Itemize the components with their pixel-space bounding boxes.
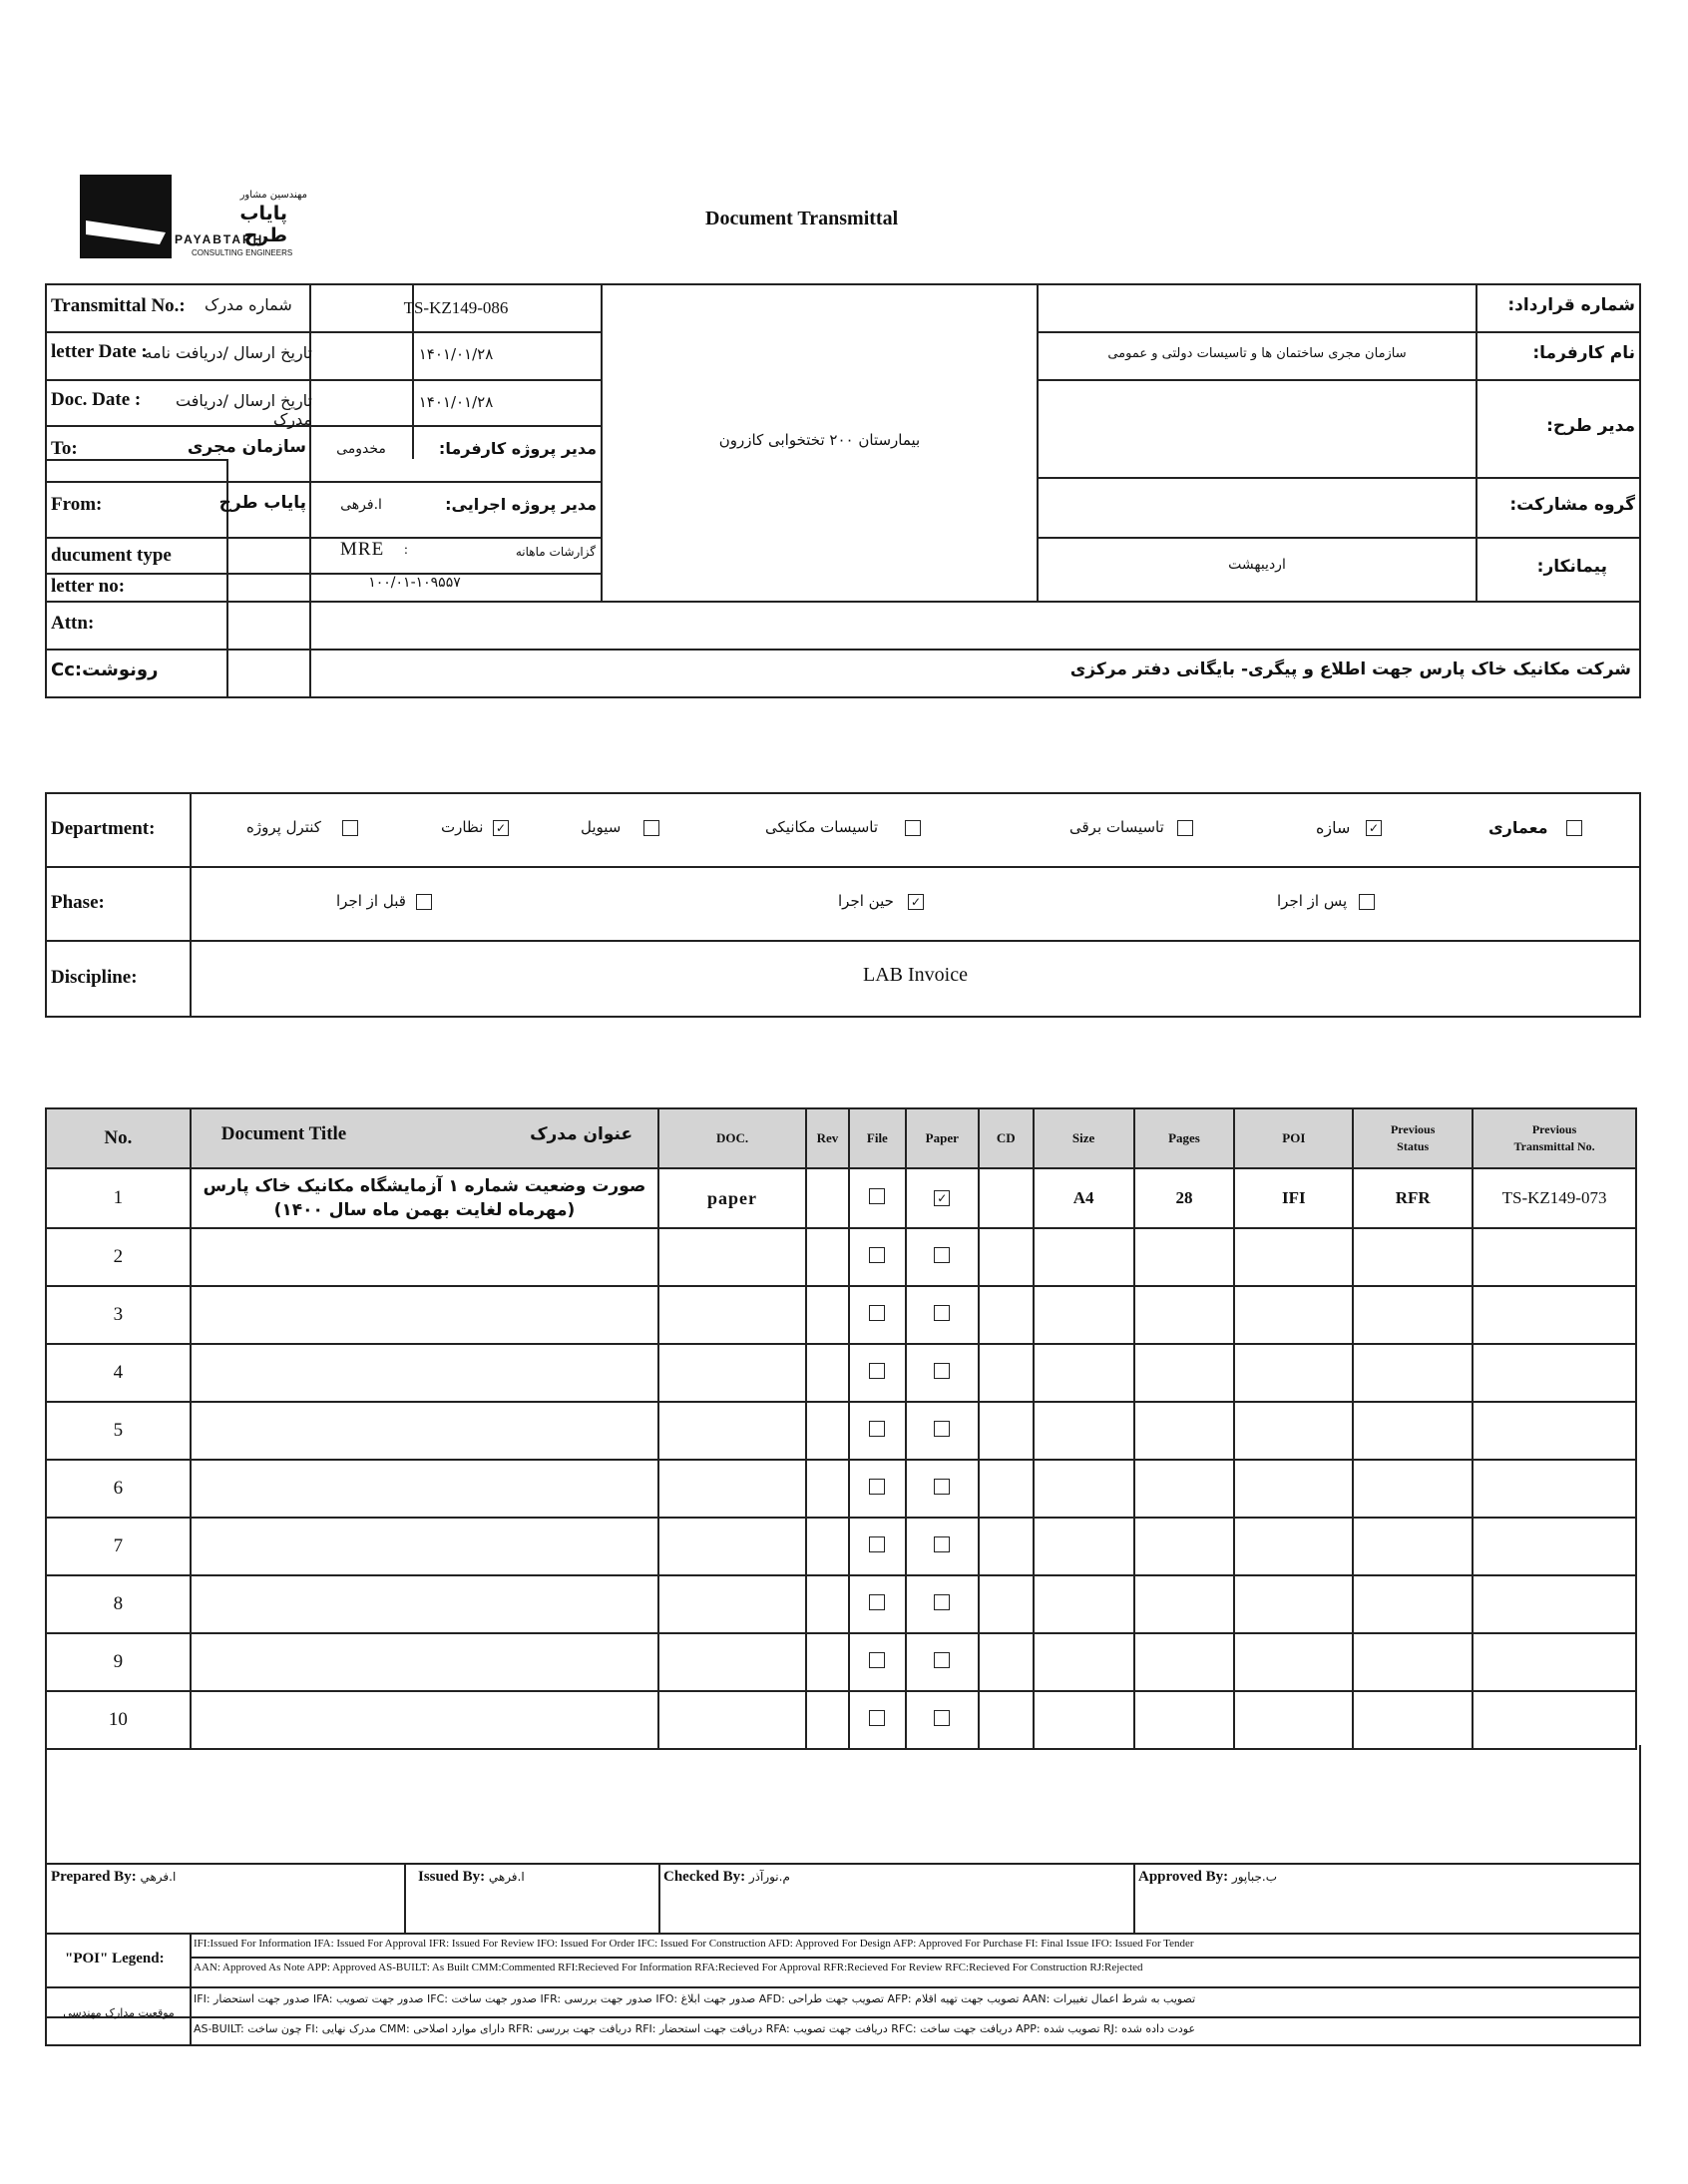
cell-cd — [979, 1460, 1034, 1518]
table-row — [46, 1575, 1636, 1633]
checked-by-value: م.نورآذر — [748, 1870, 790, 1884]
cell-title — [191, 1460, 658, 1518]
cell-no-text: 2 — [113, 1246, 124, 1267]
col-header-title-en: Document Title — [220, 1123, 347, 1144]
contract-no-label: شماره قرارداد: — [1507, 295, 1635, 315]
phase-checkbox-post-execution[interactable] — [1359, 894, 1375, 910]
col-header-title — [191, 1108, 658, 1168]
cell-pages — [1134, 1344, 1235, 1402]
table-row — [46, 1402, 1636, 1460]
partnership-label: گروه مشارکت: — [1509, 495, 1635, 515]
cell-poi — [1234, 1228, 1353, 1286]
cell-pages — [1134, 1691, 1235, 1749]
cell-doc — [658, 1286, 806, 1344]
cell-size — [1034, 1168, 1134, 1228]
cell-doc — [658, 1633, 806, 1691]
letter-no-label: letter no: — [51, 576, 126, 597]
cell-cd — [979, 1575, 1034, 1633]
cell-rev — [806, 1575, 849, 1633]
table-row — [46, 1518, 1636, 1575]
to-role: مدیر پروژه کارفرما: — [438, 439, 597, 458]
dept-item-civil[interactable] — [581, 818, 700, 842]
col-header-rev-text: Rev — [816, 1130, 839, 1145]
col-header-title-fa: عنوان مدرک — [530, 1124, 633, 1144]
dept-checkbox-structure[interactable]: ✓ — [1366, 820, 1382, 836]
cell-size-text: A4 — [1072, 1188, 1094, 1207]
doc-title-line-2: (مهرماه لغایت بهمن ماه سال ۱۴۰۰) — [273, 1200, 576, 1220]
dept-label-architecture: معماری — [1488, 818, 1548, 837]
phase-label: Phase: — [51, 892, 105, 913]
cell-file[interactable] — [849, 1168, 906, 1228]
cell-prev-status — [1353, 1228, 1473, 1286]
doc-date-value: ۱۴۰۱/۰۱/۲۸ — [418, 393, 494, 411]
cell-paper[interactable] — [906, 1228, 979, 1286]
company-logo — [80, 175, 307, 264]
file-checkbox[interactable] — [869, 1421, 885, 1437]
dept-label-electrical: تاسیسات برقی — [1069, 818, 1164, 836]
cell-doc — [658, 1168, 806, 1228]
cell-rev — [806, 1228, 849, 1286]
doc-type-value: گزارشات ماهانه — [515, 545, 596, 559]
from-label: From: — [51, 494, 103, 515]
cell-prev-transmittal — [1473, 1344, 1636, 1402]
cell-no-text: 1 — [113, 1187, 124, 1208]
phase-checkbox-during-execution[interactable]: ✓ — [908, 894, 924, 910]
phase-item-pre-execution[interactable] — [336, 892, 506, 916]
cell-paper[interactable] — [906, 1344, 979, 1402]
project-name: بیمارستان ۲۰۰ تختخوابی کازرون — [718, 431, 921, 449]
col-header-prev-status — [1353, 1108, 1473, 1168]
cell-no — [46, 1286, 191, 1344]
legend-line-2: AAN: Approved As Note APP: Approved AS-BUILT: As Built CMM:Commented RFI:Recieved For Information RFA:Recieved For Approval RFR:Recieved For Review RFC:Recieved For Construction RJ:Rejected — [194, 1962, 1143, 1973]
legend-line-1: IFI:Issued For Information IFA: Issued For Approval IFR: Issued For Review IFO: Issued For Order IFC: Issued For Construction AFD: Approved For Design AFP: Approved For Purchase FI: Final Issue IFO: Issued For Tender — [194, 1938, 1194, 1950]
cell-pages — [1134, 1633, 1235, 1691]
status-legend-label: موقعیت مدارک مهندسی — [63, 2006, 175, 2019]
table-row — [46, 1286, 1636, 1344]
table-row — [46, 1460, 1636, 1518]
cell-prev-transmittal — [1473, 1691, 1636, 1749]
dept-label-civil: سیویل — [581, 818, 622, 836]
cell-title — [191, 1228, 658, 1286]
file-checkbox[interactable] — [869, 1652, 885, 1668]
cell-paper[interactable] — [906, 1168, 979, 1228]
file-checkbox[interactable] — [869, 1710, 885, 1726]
dept-checkbox-electrical[interactable] — [1177, 820, 1193, 836]
cell-no-text: 4 — [113, 1362, 124, 1383]
col-header-doc-text: DOC. — [715, 1130, 749, 1145]
cell-doc-text: paper — [707, 1187, 758, 1208]
footer-block — [45, 1745, 1641, 2046]
cell-file[interactable] — [849, 1344, 906, 1402]
from-role: مدیر پروژه اجرایی: — [445, 495, 597, 514]
issued-by-label: Issued By: — [418, 1869, 486, 1885]
cell-pages-text: 28 — [1175, 1188, 1193, 1207]
cell-prev-transmittal — [1473, 1286, 1636, 1344]
prepared-by-value: ا.فرهي — [140, 1870, 177, 1884]
cell-title — [191, 1168, 658, 1228]
cell-doc — [658, 1575, 806, 1633]
cell-prev-transmittal — [1473, 1168, 1636, 1228]
cell-no — [46, 1518, 191, 1575]
dept-label-supervision: نظارت — [441, 818, 484, 836]
checked-by-label: Checked By: — [663, 1869, 746, 1885]
poi-legend-label: "POI" Legend: — [65, 1951, 165, 1966]
cell-prev-transmittal — [1473, 1633, 1636, 1691]
cell-no — [46, 1344, 191, 1402]
prepared-by — [51, 1869, 176, 1886]
department-label: Department: — [51, 818, 156, 839]
transmittal-info-block — [45, 283, 1641, 698]
table-row — [46, 1228, 1636, 1286]
design-manager-label: مدیر طرح: — [1546, 416, 1635, 436]
col-header-paper — [906, 1108, 979, 1168]
from-value: پایاب طرح — [218, 493, 306, 513]
logo-subtext: CONSULTING ENGINEERS — [192, 248, 293, 257]
phase-label-pre-execution: قبل از اجرا — [336, 892, 406, 910]
cell-prev-status — [1353, 1344, 1473, 1402]
cell-prev-transmittal — [1473, 1402, 1636, 1460]
contractor-label: پیمانکار: — [1536, 557, 1607, 577]
cell-rev — [806, 1518, 849, 1575]
cell-poi — [1234, 1633, 1353, 1691]
letter-no-value: ۱۰۰/۰۱-۱۰۹۵۵۷ — [368, 575, 461, 591]
cell-poi-text: IFI — [1282, 1188, 1306, 1207]
cell-file[interactable] — [849, 1402, 906, 1460]
cell-doc — [658, 1460, 806, 1518]
cell-prev-transmittal — [1473, 1575, 1636, 1633]
cell-cd — [979, 1633, 1034, 1691]
cell-no — [46, 1460, 191, 1518]
cell-file[interactable] — [849, 1633, 906, 1691]
cell-pages — [1134, 1168, 1235, 1228]
cell-paper[interactable] — [906, 1460, 979, 1518]
cell-size — [1034, 1460, 1134, 1518]
cell-paper[interactable] — [906, 1575, 979, 1633]
cell-no-text: 5 — [113, 1420, 124, 1441]
cell-title — [191, 1691, 658, 1749]
cell-pages — [1134, 1402, 1235, 1460]
col-header-no-text: No. — [104, 1127, 133, 1148]
cell-size — [1034, 1575, 1134, 1633]
doc-title-line-1: صورت وضعیت شماره ۱ آزمایشگاه مکانیک خاک پارس — [203, 1176, 646, 1196]
file-checkbox[interactable] — [869, 1363, 885, 1379]
file-checkbox[interactable] — [869, 1479, 885, 1495]
col-header-file — [849, 1108, 906, 1168]
paper-checkbox[interactable] — [934, 1536, 950, 1552]
letter-date-label-fa: تاریخ ارسال /دریافت نامه — [144, 343, 312, 362]
cell-rev — [806, 1633, 849, 1691]
dept-checkbox-civil[interactable] — [643, 820, 659, 836]
documents-table — [45, 1107, 1637, 1750]
dept-item-structure[interactable] — [1316, 818, 1436, 842]
logo-en-text: PAYABTARH — [175, 232, 264, 246]
dept-checkbox-supervision[interactable]: ✓ — [493, 820, 509, 836]
letter-date-value: ۱۴۰۱/۰۱/۲۸ — [418, 345, 494, 363]
col-header-no — [46, 1108, 191, 1168]
dept-item-architecture[interactable] — [1488, 818, 1608, 842]
cell-cd — [979, 1228, 1034, 1286]
to-person: مخدومی — [336, 441, 386, 457]
cell-title — [191, 1344, 658, 1402]
dept-item-supervision[interactable] — [441, 818, 561, 842]
cell-file[interactable] — [849, 1691, 906, 1749]
cell-no-text: 9 — [113, 1651, 124, 1672]
cell-prev-status-text: RFR — [1395, 1188, 1431, 1207]
approved-by-value: ب.جباپور — [1231, 1870, 1278, 1884]
cell-rev — [806, 1402, 849, 1460]
cell-poi — [1234, 1575, 1353, 1633]
cell-no-text: 8 — [113, 1593, 124, 1614]
cell-prev-transmittal — [1473, 1518, 1636, 1575]
approved-by — [1138, 1869, 1277, 1886]
cell-no-text: 7 — [113, 1535, 124, 1556]
phase-item-during-execution[interactable] — [838, 892, 1008, 916]
table-row — [46, 1633, 1636, 1691]
letter-date-label: letter Date : — [51, 341, 148, 362]
cell-size — [1034, 1286, 1134, 1344]
cell-pages — [1134, 1228, 1235, 1286]
page-title: Document Transmittal — [705, 208, 899, 229]
cell-prev-transmittal — [1473, 1460, 1636, 1518]
cell-title — [191, 1402, 658, 1460]
from-person: ا.فرهی — [340, 497, 382, 513]
cell-no-text: 10 — [108, 1709, 128, 1730]
dept-checkbox-mechanical[interactable] — [905, 820, 921, 836]
cell-no — [46, 1228, 191, 1286]
cell-no — [46, 1691, 191, 1749]
cell-paper[interactable] — [906, 1286, 979, 1344]
cell-size — [1034, 1518, 1134, 1575]
paper-checkbox[interactable] — [934, 1710, 950, 1726]
cell-paper[interactable] — [906, 1518, 979, 1575]
transmittal-no-value: TS-KZ149-086 — [403, 298, 509, 317]
dept-label-mechanical: تاسیسات مکانیکی — [765, 818, 879, 836]
legend-line-3: IFI: صدور جهت استحضار IFA: صدور جهت تصویب IFC: صدور جهت ساخت IFR: صدور جهت بررسی IFO: صدور جهت ابلاغ AFD: تصویب جهت طراحی AFP: تصویب جهت تهیه اقلام AAN: تصویب به شرط اعمال تغییرات — [194, 1992, 1196, 2005]
paper-checkbox[interactable]: ✓ — [934, 1190, 950, 1206]
table-row — [46, 1168, 1636, 1228]
cell-doc — [658, 1402, 806, 1460]
cell-pages — [1134, 1460, 1235, 1518]
doc-date-label: Doc. Date : — [51, 389, 142, 410]
col-header-size — [1034, 1108, 1134, 1168]
cell-size — [1034, 1402, 1134, 1460]
cell-poi — [1234, 1286, 1353, 1344]
cell-cd — [979, 1286, 1034, 1344]
cell-file[interactable] — [849, 1228, 906, 1286]
cell-file[interactable] — [849, 1575, 906, 1633]
col-header-file-text: File — [866, 1130, 888, 1145]
employer-value: سازمان مجری ساختمان ها و تاسیسات دولتی و عمومی — [1107, 346, 1407, 361]
cell-size — [1034, 1633, 1134, 1691]
dept-checkbox-project-control[interactable] — [342, 820, 358, 836]
cell-no — [46, 1633, 191, 1691]
doc-type-code: MRE — [340, 539, 385, 560]
dept-label-project-control: کنترل پروژه — [246, 818, 321, 836]
cell-prev-status — [1353, 1518, 1473, 1575]
dept-checkbox-architecture[interactable] — [1566, 820, 1582, 836]
legend-line-4: AS-BUILT: چون ساخت FI: مدرک نهایی CMM: دارای موارد اصلاحی RFR: دریافت جهت بررسی RFI: دریافت جهت استحضار RFA: دریافت جهت تصویب RFC: دریافت جهت ساخت APP: تصویب شده RJ: عودت داده شده — [194, 2022, 1196, 2035]
phase-item-post-execution[interactable] — [1277, 892, 1447, 916]
cell-title — [191, 1518, 658, 1575]
phase-checkbox-pre-execution[interactable] — [416, 894, 432, 910]
cell-prev-transmittal — [1473, 1228, 1636, 1286]
col-header-paper-text: Paper — [925, 1130, 959, 1145]
col-header-prev-transmittal — [1473, 1108, 1636, 1168]
col-header-cd — [979, 1108, 1034, 1168]
cell-paper[interactable] — [906, 1691, 979, 1749]
col-header-prev-status-1: Previous — [1390, 1122, 1436, 1136]
dept-item-mechanical[interactable] — [765, 818, 995, 842]
col-header-size-text: Size — [1071, 1130, 1095, 1145]
col-header-doc — [658, 1108, 806, 1168]
col-header-rev — [806, 1108, 849, 1168]
cell-prev-status — [1353, 1286, 1473, 1344]
cell-paper[interactable] — [906, 1402, 979, 1460]
cell-no — [46, 1168, 191, 1228]
table-row — [46, 1691, 1636, 1749]
file-checkbox[interactable] — [869, 1305, 885, 1321]
cell-doc — [658, 1228, 806, 1286]
cell-file[interactable] — [849, 1286, 906, 1344]
doc-type-label: ducument type — [51, 545, 172, 566]
paper-checkbox[interactable] — [934, 1594, 950, 1610]
cell-cd — [979, 1402, 1034, 1460]
logo-mark-icon — [80, 175, 172, 258]
cell-size — [1034, 1344, 1134, 1402]
checked-by — [663, 1869, 790, 1886]
cell-file[interactable] — [849, 1460, 906, 1518]
paper-checkbox[interactable] — [934, 1305, 950, 1321]
col-header-prev-transmittal-1: Previous — [1531, 1122, 1577, 1136]
file-checkbox[interactable] — [869, 1188, 885, 1204]
cell-prev-status — [1353, 1402, 1473, 1460]
col-header-poi-text: POI — [1282, 1130, 1306, 1145]
cell-cd — [979, 1691, 1034, 1749]
paper-checkbox[interactable] — [934, 1652, 950, 1668]
attn-label: Attn: — [51, 613, 95, 634]
dept-item-project-control[interactable] — [246, 818, 396, 842]
discipline-value: LAB Invoice — [863, 964, 968, 986]
issued-by-value: ا.فرهي — [488, 1870, 525, 1884]
cell-doc — [658, 1691, 806, 1749]
logo-small-text: مهندسین مشاور — [239, 190, 307, 201]
cell-poi — [1234, 1344, 1353, 1402]
col-header-cd-text: CD — [996, 1130, 1016, 1145]
col-header-poi — [1234, 1108, 1353, 1168]
cell-size — [1034, 1691, 1134, 1749]
discipline-label: Discipline: — [51, 967, 138, 988]
cell-file[interactable] — [849, 1518, 906, 1575]
dept-label-structure: سازه — [1316, 818, 1351, 837]
transmittal-no-label: Transmittal No.: — [51, 295, 186, 316]
col-header-prev-status-2: Status — [1397, 1139, 1430, 1153]
paper-checkbox[interactable] — [934, 1247, 950, 1263]
cell-poi — [1234, 1168, 1353, 1228]
col-header-pages — [1134, 1108, 1235, 1168]
cc-label — [51, 659, 158, 681]
phase-label-during-execution: حین اجرا — [838, 892, 894, 910]
employer-label: نام کارفرما: — [1532, 343, 1635, 363]
cell-pages — [1134, 1518, 1235, 1575]
prepared-by-label: Prepared By: — [51, 1869, 137, 1885]
col-header-prev-transmittal-2: Transmittal No. — [1513, 1139, 1595, 1153]
table-header-row — [46, 1108, 1636, 1168]
cell-rev — [806, 1286, 849, 1344]
cell-rev — [806, 1691, 849, 1749]
paper-checkbox[interactable] — [934, 1363, 950, 1379]
doc-type-colon: : — [404, 543, 408, 558]
cell-cd — [979, 1344, 1034, 1402]
cell-prev-status — [1353, 1575, 1473, 1633]
cell-cd — [979, 1518, 1034, 1575]
approved-by-label: Approved By: — [1138, 1869, 1229, 1885]
col-header-pages-text: Pages — [1168, 1130, 1200, 1145]
cell-poi — [1234, 1402, 1353, 1460]
cell-no-text: 6 — [113, 1478, 124, 1499]
cc-value: شرکت مکانیک خاک پارس جهت اطلاع و پیگری- بایگانی دفتر مرکزی — [1069, 659, 1631, 679]
file-checkbox[interactable] — [869, 1247, 885, 1263]
cell-size — [1034, 1228, 1134, 1286]
contractor-value: اردیبهشت — [1228, 557, 1286, 573]
cell-no-text: 3 — [113, 1304, 124, 1325]
cell-rev — [806, 1460, 849, 1518]
cell-no — [46, 1575, 191, 1633]
cell-title — [191, 1633, 658, 1691]
logo-fa-text: پایاب طرح — [239, 203, 287, 246]
cell-doc — [658, 1518, 806, 1575]
to-value: سازمان مجری — [187, 437, 306, 457]
cell-pages — [1134, 1286, 1235, 1344]
cell-no — [46, 1402, 191, 1460]
cell-poi — [1234, 1518, 1353, 1575]
cell-prev-status — [1353, 1168, 1473, 1228]
classification-block — [45, 792, 1641, 1018]
cell-paper[interactable] — [906, 1633, 979, 1691]
cell-prev-status — [1353, 1691, 1473, 1749]
table-row — [46, 1344, 1636, 1402]
paper-checkbox[interactable] — [934, 1479, 950, 1495]
cell-rev — [806, 1344, 849, 1402]
to-label: To: — [51, 438, 78, 459]
file-checkbox[interactable] — [869, 1536, 885, 1552]
cc-label-text: Cc:رونوشت — [51, 659, 159, 680]
transmittal-no-label-fa: شماره مدرک — [205, 295, 292, 314]
cell-title — [191, 1286, 658, 1344]
cell-poi — [1234, 1691, 1353, 1749]
cell-pages — [1134, 1575, 1235, 1633]
file-checkbox[interactable] — [869, 1594, 885, 1610]
phase-label-post-execution: پس از اجرا — [1277, 892, 1348, 910]
cell-cd — [979, 1168, 1034, 1228]
cell-doc — [658, 1344, 806, 1402]
cell-rev — [806, 1168, 849, 1228]
cell-poi — [1234, 1460, 1353, 1518]
doc-date-label-fa: تاریخ ارسال /دریافت مدرک — [175, 391, 312, 429]
cell-prev-transmittal-text: TS-KZ149-073 — [1501, 1188, 1607, 1207]
cell-title — [191, 1575, 658, 1633]
cell-prev-status — [1353, 1460, 1473, 1518]
paper-checkbox[interactable] — [934, 1421, 950, 1437]
cell-prev-status — [1353, 1633, 1473, 1691]
dept-item-electrical[interactable] — [1069, 818, 1269, 842]
issued-by — [418, 1869, 525, 1886]
